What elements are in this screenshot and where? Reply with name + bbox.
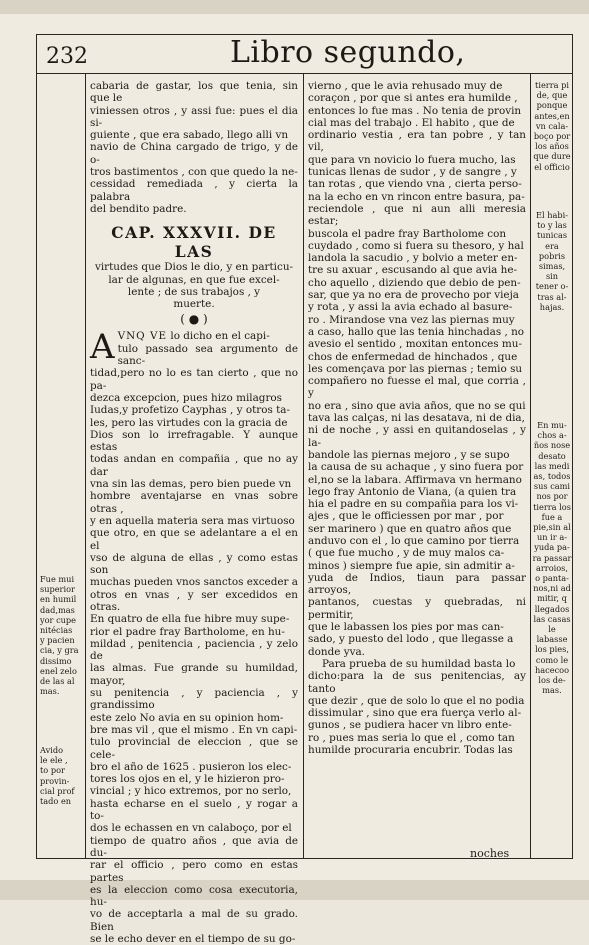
catchword: noches [470,847,510,860]
margin-note-right-2: El habi- to y las tunicas era pobris simas, sin tener o- tras al- hajas. [535,210,569,312]
top-page-edge [0,0,589,14]
margin-note-left-2: Avido le ele , to por provin- cial prof tado en [40,745,75,807]
margin-note-right-1: tierra pi de, que ponque antes,en vn cala- boço por los años que dure el officio [533,80,571,172]
right-text-column [308,80,526,756]
right-margin-rule [530,74,531,859]
margin-note-left-1: Fue mui superior en humil dad,mas yor cupe nitécias y pacien cia, y gra dissimo enel zelo de las al mas. [40,574,79,697]
chapter-title: CAP. XXXVII. DE LAS [111,223,277,262]
chapter-subtitle: virtudes que Dios le dio, y en particu- lar de algunas, en que fue excel- lente ; de sus trabajos , y muerte. [94,261,294,311]
running-title: Libro segundo, [230,35,466,70]
paragraph-habit: vierno , que le avia rehusado muy de coraçon , por que si antes era humilde , entonces lo fue mas . No tenia de provin cial mas del trabajo . El habito , que de ordinario vestia , era tan pobre , y tan vil, que para vn novicio lo fuera mucho, las tunicas llenas de sudor , y de sangre , y tan rotas , que viendo vna , cierta perso- na la echo en vn rincon entre basura, pa- reciendole , que ni aun alli meresia estar; buscola el padre fray Bartholome con cuydado , como si fuera su thesoro, y hal landola la sacudio , y bolvio a meter en- tre su axuar , escusando al que avia he- cho aquello , diziendo que debio de pen- sar, que ya no era de provecho por vieja y rota , y assi la avia echado al basure- ro . Mirandose vna vez las piernas muy a caso, hallo que las tenia hinchadas , no avesio el sentido , moxitan entonces mu- chos de enfermedad de hinchados , que les començava por las piernas ; temio su compañero no fuesse el mal, que corria , y no era , sino que avia años, que no se qui tava las calças, ni las desatava, ni de dia, ni de noche , y assi en quitandoselas , y la- bandole las piernas mejoro , y se supo la causa de su achaque , y sino fuera por el,no se la labara. Affirmava vn hermano lego fray Antonio de Viana, (a quien tra hia el padre en su compañia para los vi- ajes , que le officiessen por mar , por ser marinero ) que en quatro años que anduvo con el , lo que camino por tierra ( que fue mucho , y de muy malos ca- minos ) siempre fue apie, sin admitir a- yuda de Indios, tiaun para passar arroyos, pantanos, cuestas y quebradas, ni permitir, que le labassen los pies por mas can- sado, y puesto del lodo , que llegasse a donde yva. [308,80,526,658]
paragraph-virtues-text: lo dicho en el capi- tulo passado sea argumento de sanc- tidad,pero no lo es tan cierto , que no pa- dezca excepcion, pues hizo milagros Iudas,y profetizo Cayphas , y otros ta- les, pero las virtudes con la gracia de Dios son lo irrefragable. Y aunque estas todas andan en compañia , que no ay dar vna sin las demas, pero bien puede vn hombre aventajarse en vnas sobre otras , y en aquella materia sera mas virtuoso que otro, en que se adelantare a el en el vso de alguna de ellas , y como estas son muchas pueden vnos sanctos exceder a otros en vnas , y ser excedidos en otras. En quatro de ella fue hibre muy supe- rior el padre fray Bartholome, en hu- mildad , penitencia , paciencia , y zelo de las almas. Fue grande su humildad, mayor, su penitencia , y paciencia , y grandissimo este zelo No avia en su opinion hom- bre mas vil , que el mismo . En vn capi- tulo provincial de eleccion , que se cele- bro el año de 1625 . pusieron los elec- tores los ojos en el, y le hizieron pro- vincial ; y hico extremos, por no serlo, hasta echarse en el suelo , y rogar a to- dos le echassen en vn calaboço, por el tiempo de quatro años , que avia de du- rar el officio , pero como en estas partes es la eleccion como cosa executoria, hu- vo de acceptarla a mal de su grado. Bien se le echo dever en el tiempo de su go- [90,330,298,945]
paragraph-virtues [90,327,298,945]
left-text-column [90,80,298,945]
drop-cap: A [90,327,115,368]
ornament-mark: ( ● ) [180,312,208,327]
column-divider-rule [303,74,304,859]
paragraph-humility: Para prueba de su humildad basta lo dicho:para la de sus penitencias, ay tanto que dezir , que de solo lo que el no podia dissimular , sino que era fuerça verlo al- gunos , se pudiera hacer vn libro ente- ro , pues mas seria lo que el , como tan humilde procuraria encubrir. Todas las [308,657,526,757]
left-margin-rule [85,74,86,859]
page-number: 232 [46,44,88,69]
paragraph-continuation: cabaria de gastar, los que tenia, sin que le viniessen otros , y assi fue: pues el dia si- guiente , que era sabado, llego alli vn navio de China cargado de trigo, y de o- tros bastimentos , con que quedo la ne- cessidad remediada , y cierta la palabra del bendito padre. [90,80,298,215]
margin-note-right-3: En mu- chos a- ños nose desato las medi as, todos sus cami nos por tierra los fue a pie,sin al un ir a- yuda pa- ra passar arroios, o panta- nos,ni ad mitir, q llegados las casas le labasse los pies, como le hacecoo los de- mas. [532,420,572,696]
opening-capitals: VNQ VE [117,330,168,343]
chapter-heading [90,223,298,328]
